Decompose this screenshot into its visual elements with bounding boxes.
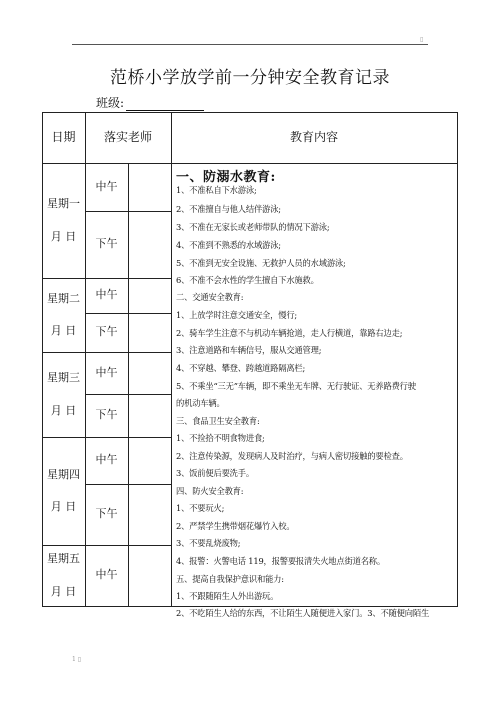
slot-cell <box>85 394 128 437</box>
day-date: 月 日 <box>50 403 77 417</box>
header-content <box>171 112 457 163</box>
day-name: 星期三 <box>47 371 80 385</box>
content-line: 五、提高自我保护意识和能力: <box>176 573 284 584</box>
slot-label: 中午 <box>95 568 118 582</box>
teacher-signature-cell <box>128 313 171 352</box>
day-name: 星期一 <box>47 197 80 211</box>
slot-cell <box>85 163 128 211</box>
content-line: 1、不捡拾不明食物进食; <box>176 433 265 444</box>
day-date: 月 日 <box>50 324 77 337</box>
day-cell <box>42 278 85 352</box>
slot-label: 下午 <box>95 237 118 251</box>
header-date-label: 日期 <box>51 129 76 144</box>
slot-label: 中午 <box>95 453 118 467</box>
content-line: 4、不准到不熟悉的水域游泳; <box>176 239 281 250</box>
slot-cell <box>85 437 128 484</box>
content-line: 一、防溺水教育: <box>176 169 276 185</box>
content-line: 2、骑车学生注意不与机动车辆抢道，走人行横道，靠路右边走; <box>176 328 403 339</box>
content-line: 4、报警：火警电话 119，报警要报清失火地点街道名称。 <box>176 555 385 566</box>
slot-label: 下午 <box>95 507 118 521</box>
header-teacher-label: 落实老师 <box>103 129 152 144</box>
content-line: 四、防火安全教育: <box>176 486 244 497</box>
content-line: 3、饭前便后要洗手。 <box>176 468 254 479</box>
content-line: 二、交通安全教育: <box>176 292 244 303</box>
content-line: 6、不准不会水性的学生擅自下水施救。 <box>176 275 319 286</box>
day-cell <box>42 437 85 545</box>
content-line: 2、不吃陌生人给的东西，不让陌生人随便进入家门。3、不随便向陌生 <box>176 607 430 618</box>
slot-label: 中午 <box>95 288 118 302</box>
class-field <box>96 94 204 111</box>
content-line: 1、不要玩火; <box>176 503 225 514</box>
day-name: 星期五 <box>47 552 80 566</box>
content-line: 1、上放学时注意交通安全，慢行; <box>176 310 298 321</box>
slot-cell <box>85 352 128 394</box>
slot-label: 中午 <box>95 179 118 193</box>
teacher-signature-cell <box>128 484 171 545</box>
slot-label: 下午 <box>95 325 118 339</box>
teacher-signature-cell <box>128 352 171 394</box>
day-cell <box>42 545 85 606</box>
content-line: 2、注意传染源，发现病人及时治疗，与病人密切接触的要检查。 <box>176 451 408 462</box>
content-line: 3、不准在无家长或老师带队的情况下游泳; <box>176 221 330 232</box>
day-name: 星期四 <box>47 467 80 481</box>
day-date: 月 日 <box>50 229 77 243</box>
content-line: 的机动车辆。 <box>176 397 225 408</box>
content-line: 三、食品卫生安全教育: <box>176 415 260 426</box>
header-teacher <box>85 112 171 163</box>
slot-cell <box>85 278 128 313</box>
day-cell <box>42 163 85 278</box>
teacher-signature-cell <box>128 278 171 313</box>
header-mark: ▯ <box>420 36 424 43</box>
slot-cell <box>85 211 128 278</box>
teacher-signature-cell <box>128 211 171 278</box>
education-content <box>176 163 456 618</box>
day-name: 星期二 <box>47 291 80 305</box>
class-blank <box>126 98 204 111</box>
header-date <box>42 112 85 163</box>
content-line: 1、不准私自下水游泳; <box>176 185 257 196</box>
slot-cell <box>85 484 128 545</box>
content-line: 1、不跟随陌生人外出游玩。 <box>176 590 279 601</box>
content-line: 2、严禁学生携带烟花爆竹入校。 <box>176 521 295 531</box>
content-line: 3、不要乱烧废物; <box>176 538 241 548</box>
teacher-signature-cell <box>128 437 171 484</box>
content-line: 4、不穿越、攀登、跨越道路隔离栏; <box>176 362 306 373</box>
class-label: 班级: <box>96 96 125 110</box>
content-line: 3、注意道路和车辆信号，服从交通管理; <box>176 345 322 356</box>
teacher-signature-cell <box>128 394 171 437</box>
footer-mark: 1 ▯ <box>72 656 82 663</box>
day-cell <box>42 352 85 437</box>
teacher-signature-cell <box>128 545 171 606</box>
slot-cell <box>85 313 128 352</box>
slot-label: 中午 <box>95 365 118 379</box>
content-line: 5、不准到无安全设施、无救护人员的水域游泳; <box>176 257 346 268</box>
content-line: 2、不准擅自与他人结伴游泳; <box>176 203 281 214</box>
header-content-label: 教育内容 <box>289 129 338 144</box>
day-date: 月 日 <box>50 500 77 513</box>
slot-label: 下午 <box>95 408 118 422</box>
content-line: 5、不乘坐“三无”车辆，即不乘坐无车牌、无行驶证、无养路费行驶 <box>176 380 416 391</box>
slot-cell <box>85 545 128 606</box>
teacher-signature-cell <box>128 163 171 211</box>
day-date: 月 日 <box>50 584 77 598</box>
content-column-divider <box>171 112 172 606</box>
page-title: 范桥小学放学前一分钟安全教育记录 <box>110 68 390 88</box>
table-right-border <box>457 112 458 606</box>
header-rule <box>72 44 428 45</box>
